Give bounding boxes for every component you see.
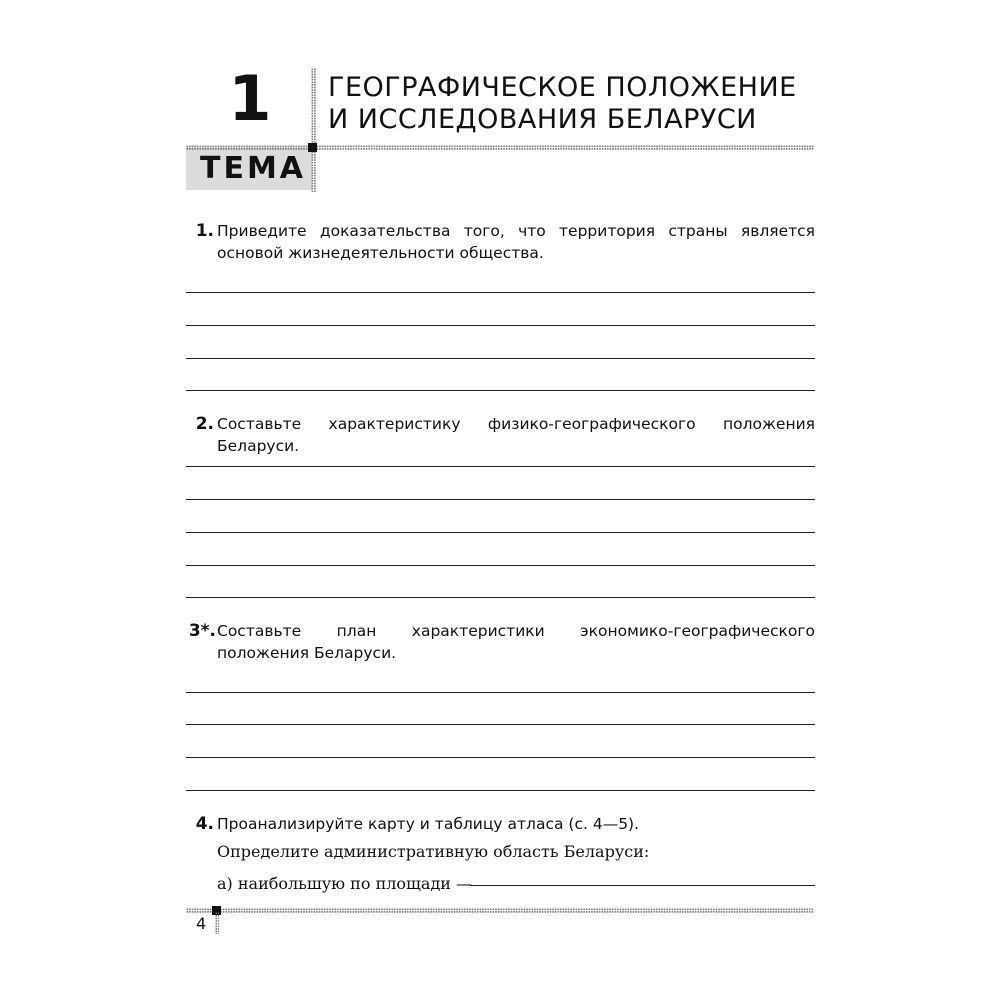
topic-label: ТЕМА xyxy=(200,151,307,186)
task-4-number: 4. xyxy=(195,814,214,834)
page-number: 4 xyxy=(196,914,207,933)
task-2-answer-line[interactable] xyxy=(186,597,815,598)
topic-number: 1 xyxy=(228,62,272,135)
task-1-text: Приведите доказательства того, что территория страны является основой жизнедеятельности общества. xyxy=(217,222,815,262)
task-4-text: Проанализируйте карту и таблицу атласа (с. 4—5). xyxy=(217,815,640,833)
footer-divider xyxy=(186,908,814,913)
header-vertical-divider xyxy=(311,68,316,192)
task-1-number: 1. xyxy=(195,221,214,241)
task-1-answer-line[interactable] xyxy=(186,390,815,391)
page-title-line-1: ГЕОГРАФИЧЕСКОЕ ПОЛОЖЕНИЕ xyxy=(328,72,797,103)
task-2-answer-line[interactable] xyxy=(186,532,815,533)
task-4-item-a: а) наибольшую по площади — xyxy=(217,874,473,893)
task-3-answer-line[interactable] xyxy=(186,724,815,725)
task-1-answer-line[interactable] xyxy=(186,325,815,326)
task-2-text: Составьте характеристику физико-географического положения Беларуси. xyxy=(217,415,815,455)
task-3-number: 3*. xyxy=(188,621,216,641)
task-3-answer-line[interactable] xyxy=(186,692,815,693)
task-2-answer-line[interactable] xyxy=(186,466,815,467)
page-title-line-2: И ИССЛЕДОВАНИЯ БЕЛАРУСИ xyxy=(328,104,757,135)
footer-vertical-divider xyxy=(215,912,219,934)
task-3-text: Составьте план характеристики экономико-географического положения Беларуси. xyxy=(217,622,815,662)
header-corner-square xyxy=(308,143,317,152)
task-1-answer-line[interactable] xyxy=(186,292,815,293)
task-2-number: 2. xyxy=(195,414,214,434)
task-2-answer-line[interactable] xyxy=(186,499,815,500)
header-left-divider xyxy=(186,145,312,150)
task-4-subtext: Определите административную область Беларуси: xyxy=(217,842,650,861)
task-3-answer-line[interactable] xyxy=(186,757,815,758)
task-4-item-a-answer-line[interactable] xyxy=(470,885,815,886)
task-1-answer-line[interactable] xyxy=(186,358,815,359)
task-2-answer-line[interactable] xyxy=(186,565,815,566)
header-horizontal-divider xyxy=(316,145,814,150)
task-3-answer-line[interactable] xyxy=(186,790,815,791)
